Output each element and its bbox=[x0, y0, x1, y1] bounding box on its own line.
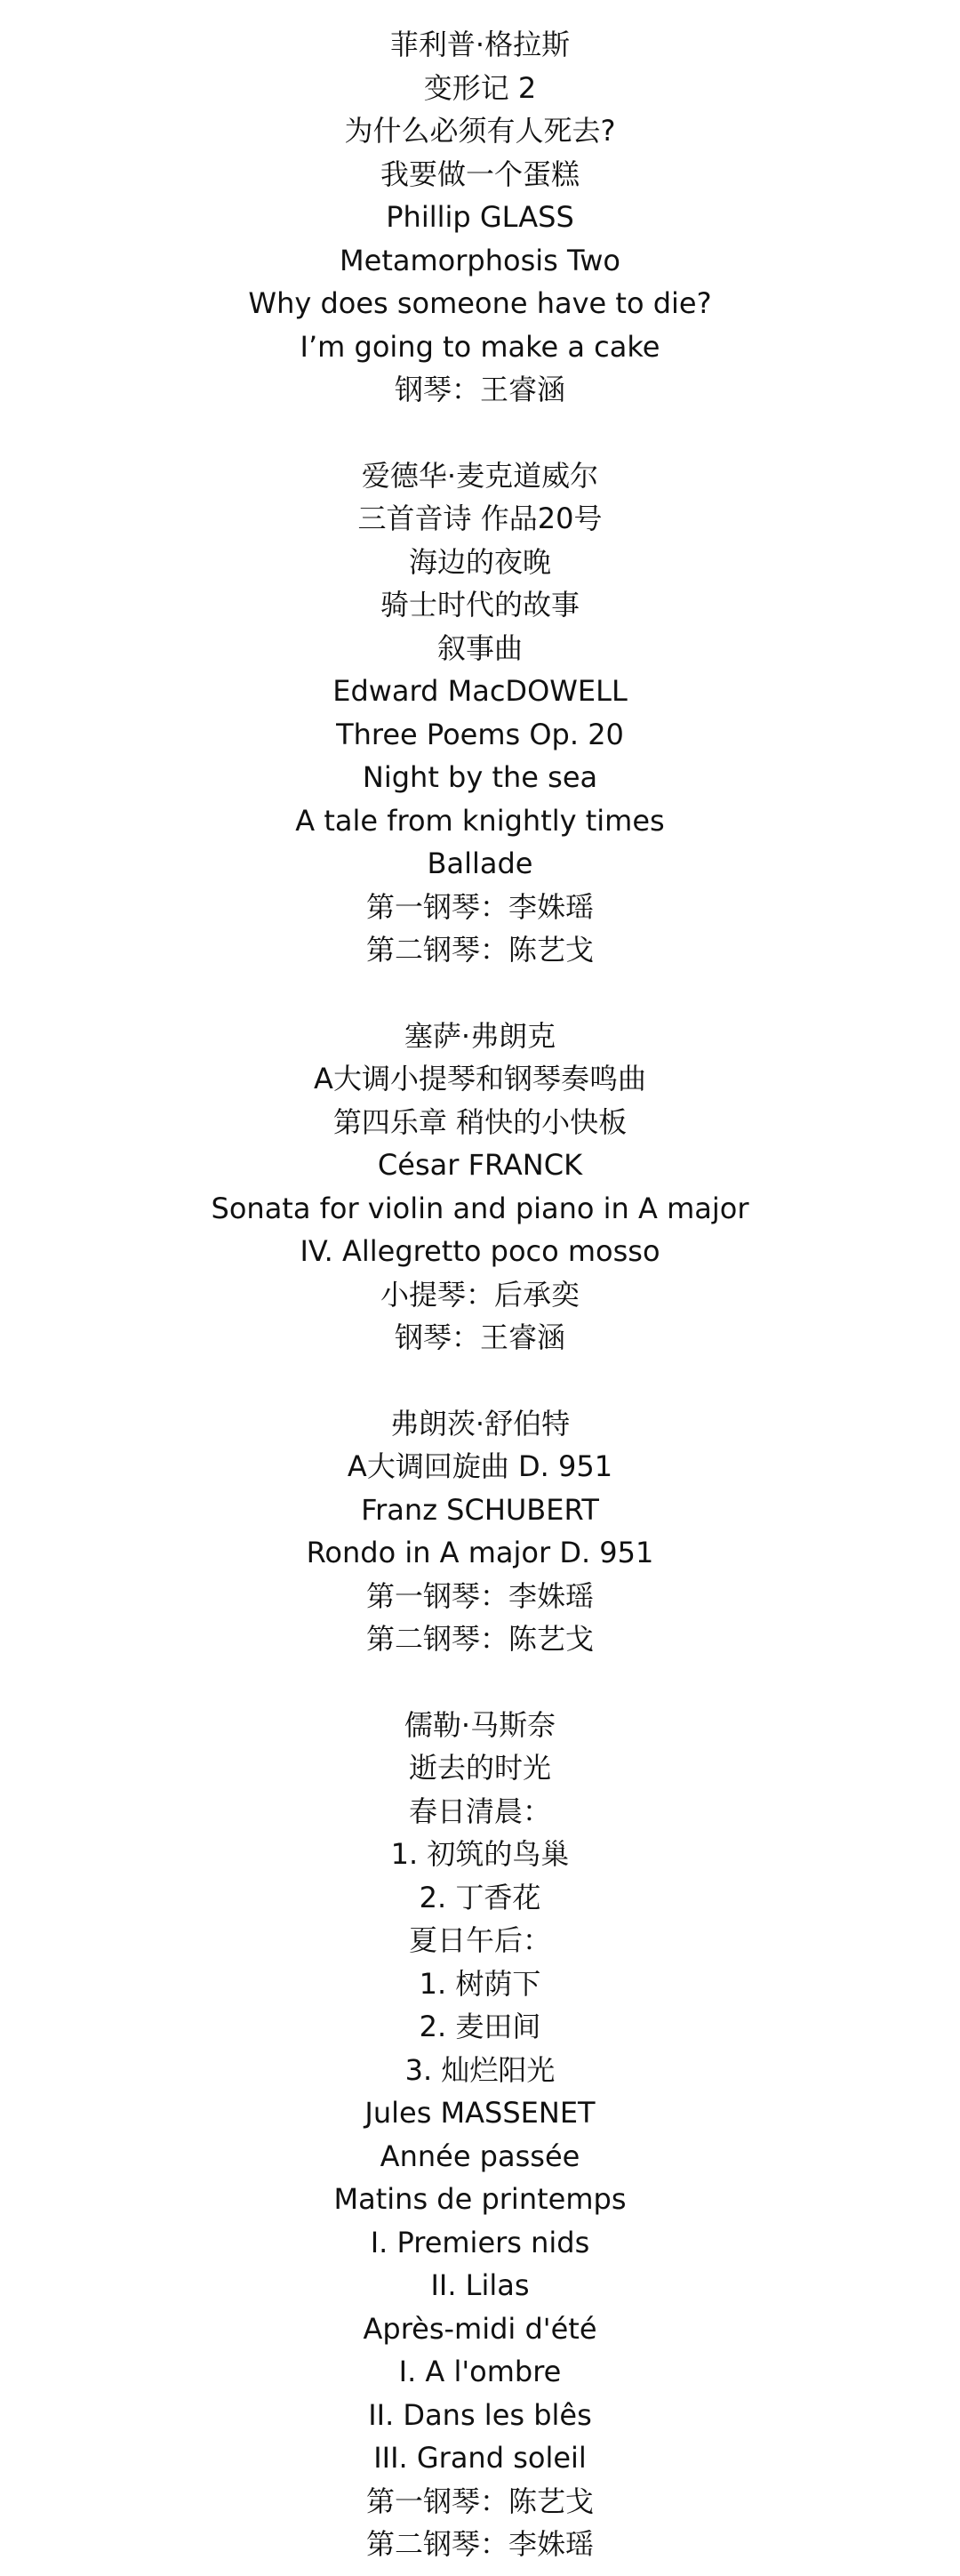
movement-title-en: IV. Allegretto poco mosso bbox=[300, 1234, 660, 1268]
performer-credit: 第一钢琴：李姝瑶 bbox=[365, 1578, 594, 1613]
movement-title-en: Night by the sea bbox=[362, 760, 598, 794]
movement-title-en: II. Dans les blês bbox=[368, 2397, 592, 2432]
movement-title-zh: 骑士时代的故事 bbox=[380, 588, 580, 622]
movement-title-zh: 海边的夜晚 bbox=[408, 544, 551, 579]
program-item-massenet bbox=[0, 1704, 960, 2566]
program-item-schubert bbox=[0, 1402, 960, 1661]
movement-title-zh: 2. 麦田间 bbox=[419, 2010, 541, 2043]
work-title-en: Three Poems Op. 20 bbox=[336, 717, 624, 751]
performer-credit: 第一钢琴：陈艺戈 bbox=[365, 2484, 594, 2518]
composer-name-en: Edward MacDOWELL bbox=[332, 674, 628, 708]
movement-title-en: III. Grand soleil bbox=[373, 2441, 587, 2475]
performer-credit: 小提琴：后承奕 bbox=[380, 1277, 580, 1312]
work-title-en: Metamorphosis Two bbox=[340, 243, 620, 277]
program-item-glass bbox=[0, 23, 960, 412]
composer-name-zh: 爱德华·麦克道威尔 bbox=[361, 458, 599, 493]
performer-credit: 钢琴：王睿涵 bbox=[394, 1320, 565, 1354]
work-title-zh: 变形记 2 bbox=[423, 70, 537, 105]
movement-title-zh: 叙事曲 bbox=[436, 630, 523, 665]
work-title-zh: 三首音诗 作品20号 bbox=[357, 502, 603, 535]
section-title-zh: 夏日午后： bbox=[408, 1923, 551, 1957]
program-item-macdowell bbox=[0, 454, 960, 972]
composer-name-zh: 塞萨·弗朗克 bbox=[404, 1018, 556, 1053]
movement-title-zh: 第四乐章 稍快的小快板 bbox=[332, 1104, 628, 1139]
composer-name-zh: 儒勒·马斯奈 bbox=[404, 1707, 556, 1742]
movement-title-en: Ballade bbox=[427, 847, 533, 880]
composer-name-en: Phillip GLASS bbox=[386, 200, 574, 234]
movement-title-zh: 我要做一个蛋糕 bbox=[380, 156, 580, 191]
movement-title-zh: 3. 灿烂阳光 bbox=[404, 2052, 556, 2087]
movement-title-en: I. Premiers nids bbox=[370, 2225, 590, 2259]
movement-title-en: A tale from knightly times bbox=[295, 803, 665, 838]
performer-credit: 第二钢琴：陈艺戈 bbox=[365, 1622, 594, 1656]
movement-title-en: I. A l'ombre bbox=[398, 2355, 562, 2388]
movement-title-en: Why does someone have to die? bbox=[248, 286, 712, 320]
section-title-zh: 春日清晨： bbox=[408, 1794, 551, 1828]
movement-title-en: II. Lilas bbox=[430, 2268, 530, 2302]
movement-title-zh: 1. 初筑的鸟巢 bbox=[390, 1837, 570, 1871]
work-title-zh: 逝去的时光 bbox=[408, 1751, 551, 1785]
work-title-zh: A大调小提琴和钢琴奏鸣曲 bbox=[314, 1062, 646, 1095]
composer-name-en: Franz SCHUBERT bbox=[361, 1492, 599, 1527]
movement-title-en: I’m going to make a cake bbox=[300, 329, 660, 364]
work-title-en: Rondo in A major D. 951 bbox=[306, 1536, 654, 1569]
program-item-franck bbox=[0, 1015, 960, 1360]
section-title-en: Après-midi d'été bbox=[363, 2311, 597, 2346]
composer-name-zh: 菲利普·格拉斯 bbox=[389, 28, 571, 61]
work-title-en: Année passée bbox=[380, 2139, 580, 2173]
performer-credit: 第一钢琴：李姝瑶 bbox=[365, 889, 594, 924]
movement-title-zh: 2. 丁香花 bbox=[419, 1880, 541, 1914]
composer-name-en: César FRANCK bbox=[377, 1148, 583, 1182]
work-title-en: Sonata for violin and piano in A major bbox=[211, 1191, 749, 1225]
performer-credit: 第二钢琴：陈艺戈 bbox=[365, 933, 594, 967]
movement-title-zh: 为什么必须有人死去? bbox=[344, 114, 616, 148]
work-title-zh: A大调回旋曲 D. 951 bbox=[347, 1449, 613, 1483]
section-title-en: Matins de printemps bbox=[333, 2182, 627, 2216]
composer-name-zh: 弗朗茨·舒伯特 bbox=[389, 1406, 571, 1440]
performer-credit: 第二钢琴：李姝瑶 bbox=[365, 2527, 594, 2561]
movement-title-zh: 1. 树荫下 bbox=[419, 1966, 541, 2001]
performer-credit: 钢琴：王睿涵 bbox=[394, 373, 565, 406]
composer-name-en: Jules MASSENET bbox=[364, 2096, 596, 2130]
